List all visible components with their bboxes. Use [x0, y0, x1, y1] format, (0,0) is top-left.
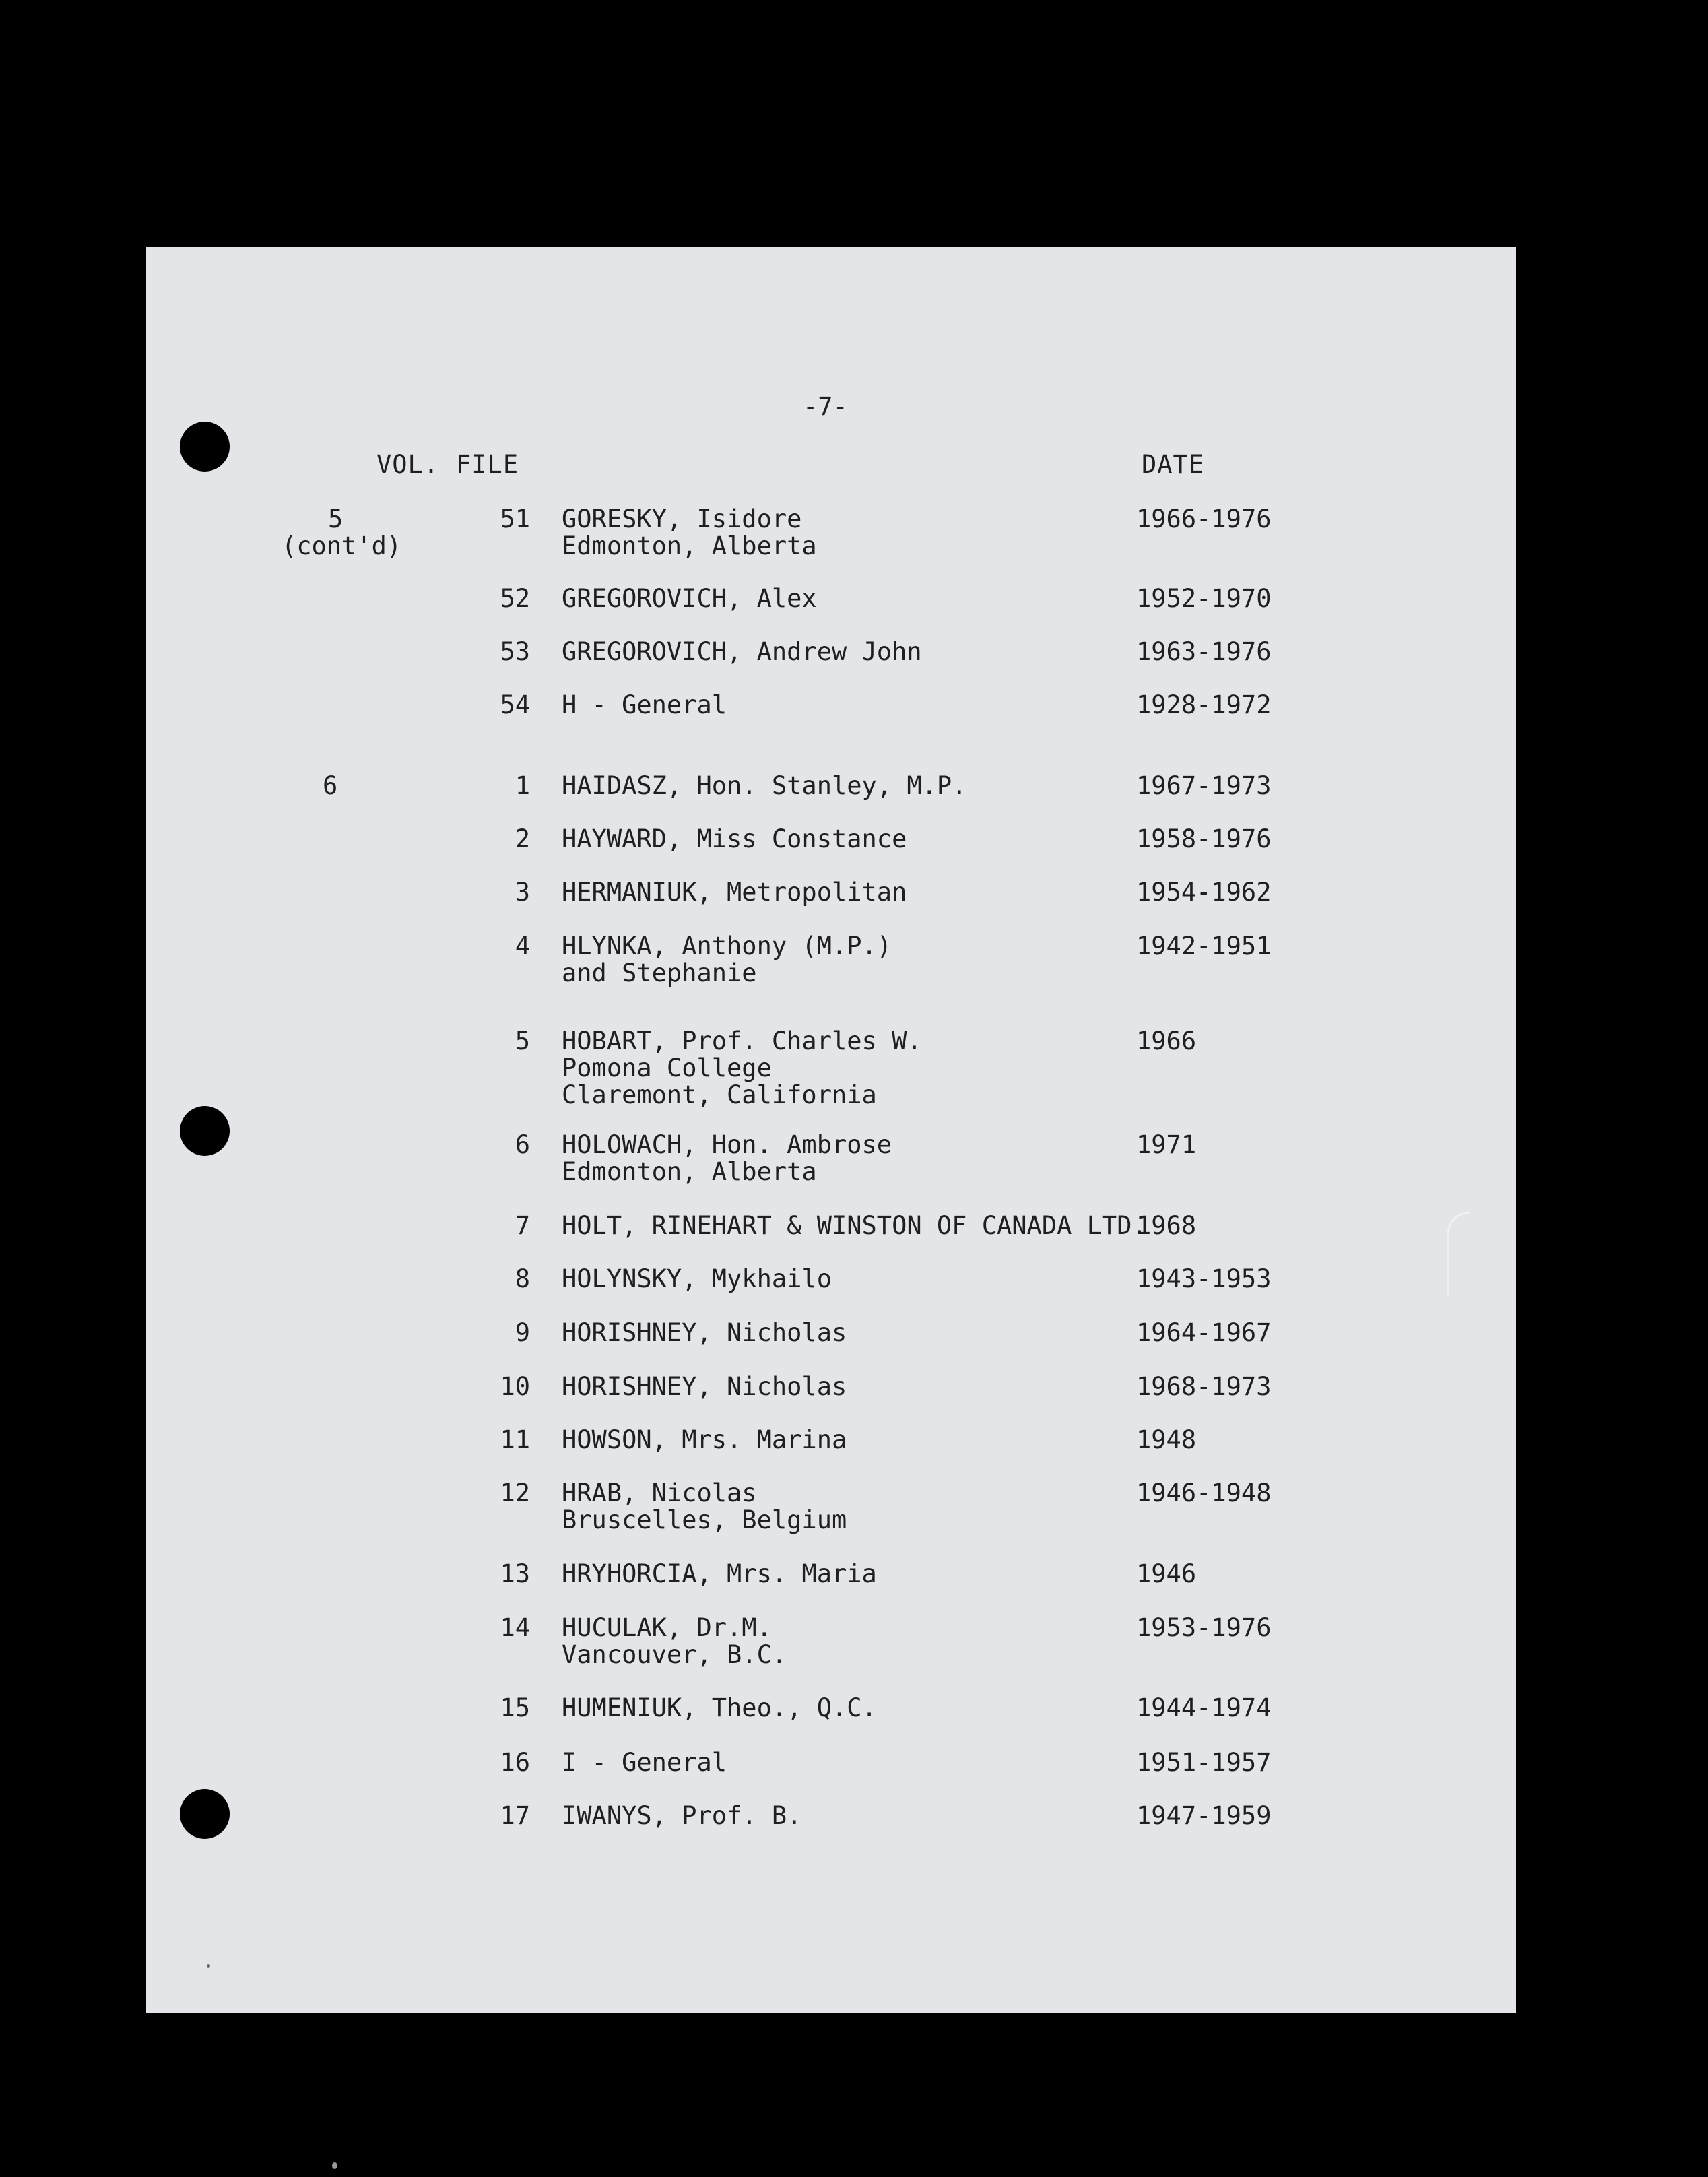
file-description — [562, 692, 727, 719]
file-date: 1967-1973 — [1136, 771, 1272, 800]
file-number: 8 — [515, 1264, 530, 1293]
document-page — [146, 247, 1516, 2013]
vol-number: 5 — [328, 505, 343, 533]
file-number: 1 — [515, 771, 530, 800]
description-line: HOLOWACH, Hon. Ambrose — [562, 1130, 892, 1159]
file-number: 6 — [515, 1130, 530, 1159]
description-line: Bruscelles, Belgium — [562, 1505, 847, 1534]
description-line: GREGOROVICH, Alex — [562, 584, 817, 613]
punch-hole-bottom — [180, 1789, 230, 1839]
file-number: 5 — [515, 1027, 530, 1055]
file-date: 1948 — [1136, 1425, 1197, 1454]
file-description — [562, 826, 907, 853]
punch-hole-top — [180, 422, 230, 472]
file-date: 1943-1953 — [1136, 1264, 1272, 1293]
file-number: 11 — [500, 1425, 530, 1454]
file-description — [562, 879, 907, 906]
description-line: Pomona College — [562, 1053, 772, 1082]
file-description — [562, 1480, 847, 1534]
file-number: 15 — [500, 1693, 530, 1722]
file-description — [562, 1802, 801, 1829]
description-line: Edmonton, Alberta — [562, 531, 817, 560]
file-date: 1946-1948 — [1136, 1479, 1272, 1507]
header-file: FILE — [456, 450, 519, 479]
paper-crease-mark — [1447, 1212, 1470, 1295]
file-date: 1966-1976 — [1136, 505, 1272, 533]
file-description — [562, 1320, 847, 1346]
dust-speck-outside — [332, 2162, 337, 2169]
file-number: 13 — [500, 1559, 530, 1588]
description-line: HUMENIUK, Theo., Q.C. — [562, 1693, 877, 1722]
file-description — [562, 1373, 847, 1400]
file-number: 52 — [500, 584, 530, 613]
vol-note: (cont'd) — [282, 531, 402, 560]
file-number: 51 — [500, 505, 530, 533]
file-date: 1958-1976 — [1136, 824, 1272, 853]
file-description — [562, 506, 817, 560]
description-line: HRYHORCIA, Mrs. Maria — [562, 1559, 877, 1588]
file-number: 14 — [500, 1613, 530, 1642]
dust-speck — [207, 1964, 210, 1968]
description-line: HOWSON, Mrs. Marina — [562, 1425, 847, 1454]
file-date: 1951-1957 — [1136, 1748, 1272, 1777]
description-line: I - General — [562, 1748, 727, 1777]
file-description — [562, 1028, 922, 1109]
file-date: 1964-1967 — [1136, 1318, 1272, 1347]
file-number: 53 — [500, 637, 530, 666]
file-number: 9 — [515, 1318, 530, 1347]
file-date: 1968 — [1136, 1211, 1197, 1240]
punch-hole-middle — [180, 1106, 230, 1156]
file-number: 3 — [515, 878, 530, 907]
description-line: HORISHNEY, Nicholas — [562, 1372, 847, 1401]
file-number: 2 — [515, 824, 530, 853]
file-date: 1954-1962 — [1136, 878, 1272, 907]
description-line: Vancouver, B.C. — [562, 1640, 787, 1669]
page-number: -7- — [803, 392, 848, 421]
file-description — [562, 933, 892, 987]
description-line: Claremont, California — [562, 1080, 877, 1109]
file-description — [562, 1561, 877, 1588]
description-line: HRAB, Nicolas — [562, 1479, 757, 1507]
description-line: HOBART, Prof. Charles W. — [562, 1027, 922, 1055]
file-description — [562, 1615, 787, 1668]
file-date: 1942-1951 — [1136, 932, 1272, 961]
file-number: 4 — [515, 932, 530, 961]
description-line: IWANYS, Prof. B. — [562, 1801, 802, 1830]
description-line: and Stephanie — [562, 958, 757, 987]
file-date: 1944-1974 — [1136, 1693, 1272, 1722]
description-line: HAIDASZ, Hon. Stanley, M.P. — [562, 771, 967, 800]
file-description — [562, 1749, 727, 1776]
file-date: 1963-1976 — [1136, 637, 1272, 666]
header-vol: VOL. — [376, 450, 440, 479]
description-line: H - General — [562, 690, 727, 719]
file-date: 1946 — [1136, 1559, 1197, 1588]
file-number: 54 — [500, 690, 530, 719]
file-date: 1953-1976 — [1136, 1613, 1272, 1642]
file-date: 1968-1973 — [1136, 1372, 1272, 1401]
file-description — [562, 1212, 1147, 1239]
file-number: 7 — [515, 1211, 530, 1240]
file-date: 1928-1972 — [1136, 690, 1272, 719]
file-number: 17 — [500, 1801, 530, 1830]
description-line: HOLT, RINEHART & WINSTON OF CANADA LTD. — [562, 1211, 1147, 1240]
vol-number: 6 — [323, 771, 338, 800]
file-description — [562, 1695, 877, 1722]
file-description — [562, 1266, 832, 1293]
file-description — [562, 1427, 847, 1454]
file-description — [562, 639, 922, 665]
description-line: HLYNKA, Anthony (M.P.) — [562, 932, 892, 961]
file-number: 16 — [500, 1748, 530, 1777]
file-description — [562, 773, 966, 800]
file-date: 1947-1959 — [1136, 1801, 1272, 1830]
description-line: GREGOROVICH, Andrew John — [562, 637, 922, 666]
file-description — [562, 1132, 892, 1185]
description-line: GORESKY, Isidore — [562, 505, 802, 533]
file-date: 1966 — [1136, 1027, 1197, 1055]
file-description — [562, 585, 817, 612]
description-line: HERMANIUK, Metropolitan — [562, 878, 907, 907]
file-number: 10 — [500, 1372, 530, 1401]
file-date: 1971 — [1136, 1130, 1197, 1159]
file-number: 12 — [500, 1479, 530, 1507]
header-date: DATE — [1142, 450, 1205, 479]
description-line: Edmonton, Alberta — [562, 1157, 817, 1186]
description-line: HOLYNSKY, Mykhailo — [562, 1264, 832, 1293]
description-line: HAYWARD, Miss Constance — [562, 824, 907, 853]
description-line: HUCULAK, Dr.M. — [562, 1613, 772, 1642]
description-line: HORISHNEY, Nicholas — [562, 1318, 847, 1347]
file-date: 1952-1970 — [1136, 584, 1272, 613]
